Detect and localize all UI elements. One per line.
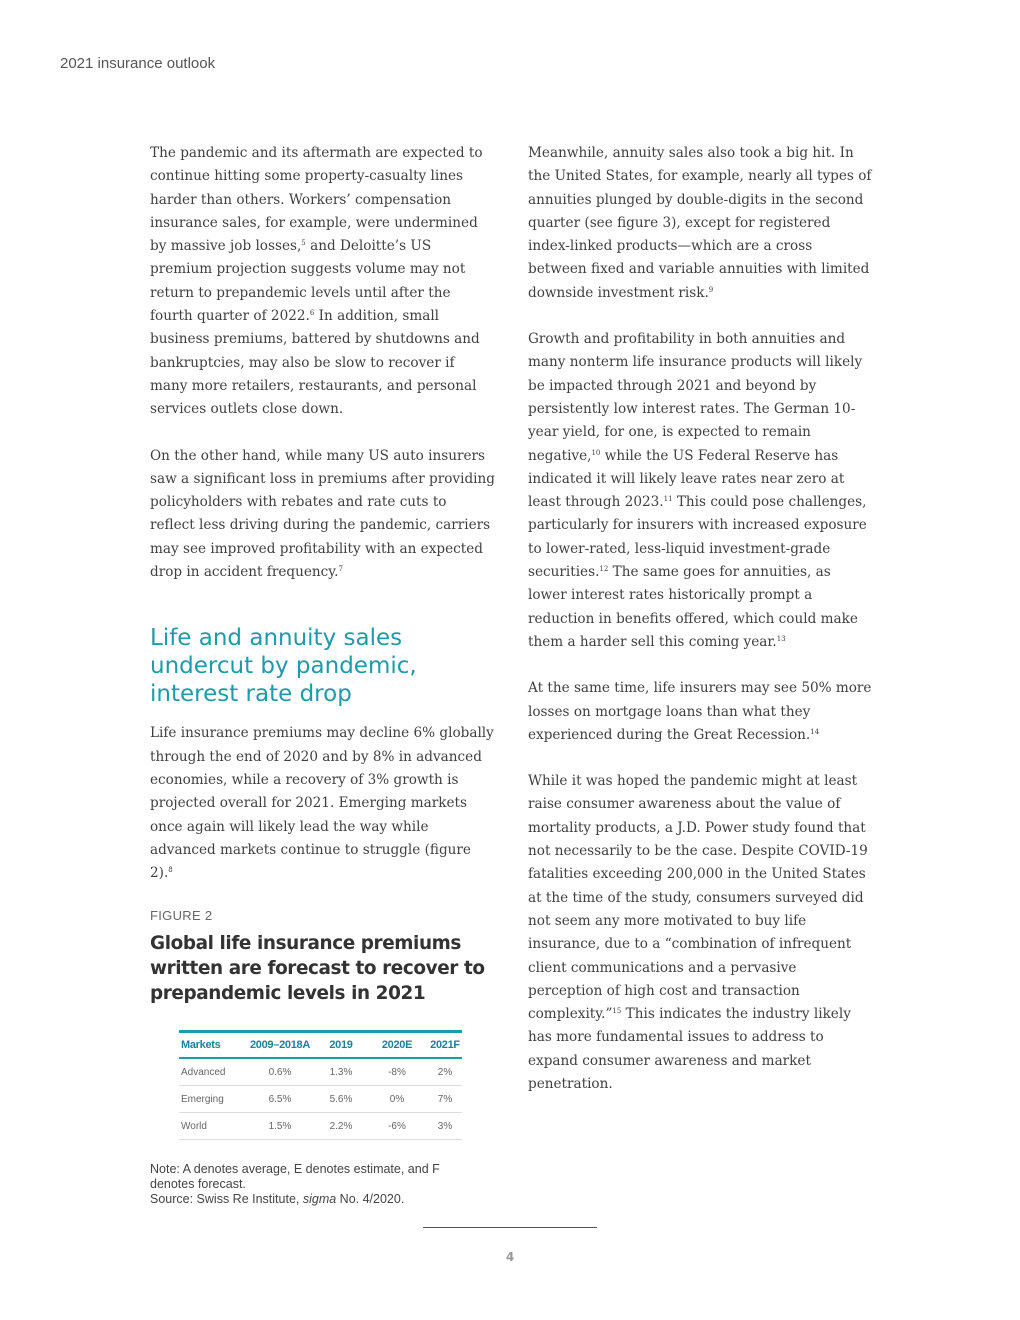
table-cell: 3% [428, 1113, 462, 1140]
footnote-ref[interactable]: 11 [663, 495, 673, 504]
table-cell: World [179, 1113, 244, 1140]
table-cell: 2% [428, 1058, 462, 1086]
footer-divider [423, 1227, 597, 1228]
footnote-ref[interactable]: 15 [612, 1007, 622, 1016]
table-row [179, 1113, 462, 1140]
footnote-ref[interactable]: 5 [301, 239, 306, 248]
footnote-ref[interactable]: 6 [309, 309, 315, 318]
figure-note: Note: A denotes average, E denotes estimate, and F denotes forecast. [150, 1162, 440, 1192]
column-header: Markets [179, 1032, 244, 1059]
footnote-ref[interactable]: 13 [776, 634, 786, 643]
page-number: 4 [505, 1250, 515, 1264]
paragraph-interest-rates: Growth and profitability in both annuities and many nonterm life insurance products will likely be impacted through 2021 and beyond by persistently low interest rates. The German 10-year yield, for one, is expected to remain negative,$^{10}$ while the US Federal Reserve has indicated it will likely leave rates near zero at least through 2023.11 This could pose challenges, particularly for insurers with increased exposure to lower-rated, less-liquid investment-grade securities.$^{12}$ The same goes for annuities, as lower interest rates historically prompt a reduction in benefits offered, which could make them a harder sell this coming year.$^{13}$ [528, 331, 867, 650]
figure-title: Global life insurance premiums written are forecast to recover to prepandemic levels in 2021 [150, 933, 485, 1005]
footnote-ref[interactable]: 7 [338, 565, 343, 574]
table-cell: -6% [366, 1113, 428, 1140]
table-cell: 0% [366, 1086, 428, 1113]
paragraph-life-premiums: Life insurance premiums may decline 6% globally through the end of 2020 and by 8% in advanced economies, while a recovery of 3% growth is projected overall for 2021. Emerging markets once again will likely lead the way while advanced markets continue to struggle (figure 2).$^8$ [150, 725, 494, 882]
premium-growth-table [179, 1030, 462, 1140]
table-cell: 1.3% [316, 1058, 366, 1086]
section-heading: Life and annuity sales undercut by pandemic, interest rate drop [150, 625, 417, 708]
left-column [150, 142, 495, 1207]
table-cell: -8% [366, 1058, 428, 1086]
figure-source: Source: Swiss Re Institute, sigma No. 4/2020. [150, 1192, 405, 1207]
table-cell: 7% [428, 1086, 462, 1113]
table-cell: 2.2% [316, 1113, 366, 1140]
running-title: 2021 insurance outlook [60, 55, 216, 72]
table-cell: 5.6% [316, 1086, 366, 1113]
footnote-ref[interactable]: 10 [591, 448, 601, 457]
right-column [528, 142, 873, 1119]
table-cell: 6.5% [244, 1086, 316, 1113]
paragraph-consumer-awareness: While it was hoped the pandemic might at least raise consumer awareness about the value of mortality products, a J.D. Power study found that not necessarily to be the case. Despite COVID-19 fatalities exceeding 200,000 in the United States at the time of the study, consumers surveyed did not seem any more motivated to buy life insurance, due to a “combination of infrequent client communications and a pervasive perception of high cost and transaction complexity.”$^{15}$ This indicates the industry likely has more fundamental issues to address to expand consumer awareness and market penetration. [528, 773, 868, 1092]
table-header-row [179, 1032, 462, 1059]
column-header: 2021F [428, 1032, 462, 1059]
table-cell: 1.5% [244, 1113, 316, 1140]
paragraph-annuity-sales: Meanwhile, annuity sales also took a big hit. In the United States, for example, nearly all types of annuities plunged by double-digits in the second quarter (see figure 3), except for registered index-linked products—which are a cross between fixed and variable annuities with limited downside investment risk.$^9$ [528, 145, 872, 301]
paragraph-auto-insurers: On the other hand, while many US auto insurers saw a significant loss in premiums after providing policyholders with rebates and rate cuts to reflect less driving during the pandemic, carriers may see improved profitability with an expected drop in accident frequency.$^7$ [150, 447, 495, 581]
paragraph-workers-comp: The pandemic and its aftermath are expected to continue hitting some property-casualty lines harder than others. Workers’ compensation insurance sales, for example, were undermined by massive job losses,$^5$ and Deloitte’s US premium projection suggests volume may not return to prepandemic levels until after the fourth quarter of 2022.$^6$ In addition, small business premiums, battered by shutdowns and bankruptcies, may also be slow to recover if many more retailers, restaurants, and personal services outlets close down. [150, 145, 483, 418]
table-row [179, 1086, 462, 1113]
table-row [179, 1058, 462, 1086]
column-header: 2019 [316, 1032, 366, 1059]
column-header: 2009–2018A [244, 1032, 316, 1059]
column-header: 2020E [366, 1032, 428, 1059]
paragraph-mortgage-losses: At the same time, life insurers may see 50% more losses on mortgage loans than what they experienced during the Great Recession.$^{14}$ [528, 680, 872, 743]
footnote-ref[interactable]: 12 [599, 565, 609, 574]
footnote-ref[interactable]: 9 [708, 285, 714, 294]
figure-notes [150, 1162, 480, 1207]
table-cell: 0.6% [244, 1058, 316, 1086]
table-cell: Emerging [179, 1086, 244, 1113]
footnote-ref[interactable]: 14 [810, 727, 820, 736]
footnote-ref[interactable]: 8 [168, 866, 173, 875]
table-cell: Advanced [179, 1058, 244, 1086]
figure-label: FIGURE 2 [150, 908, 213, 924]
